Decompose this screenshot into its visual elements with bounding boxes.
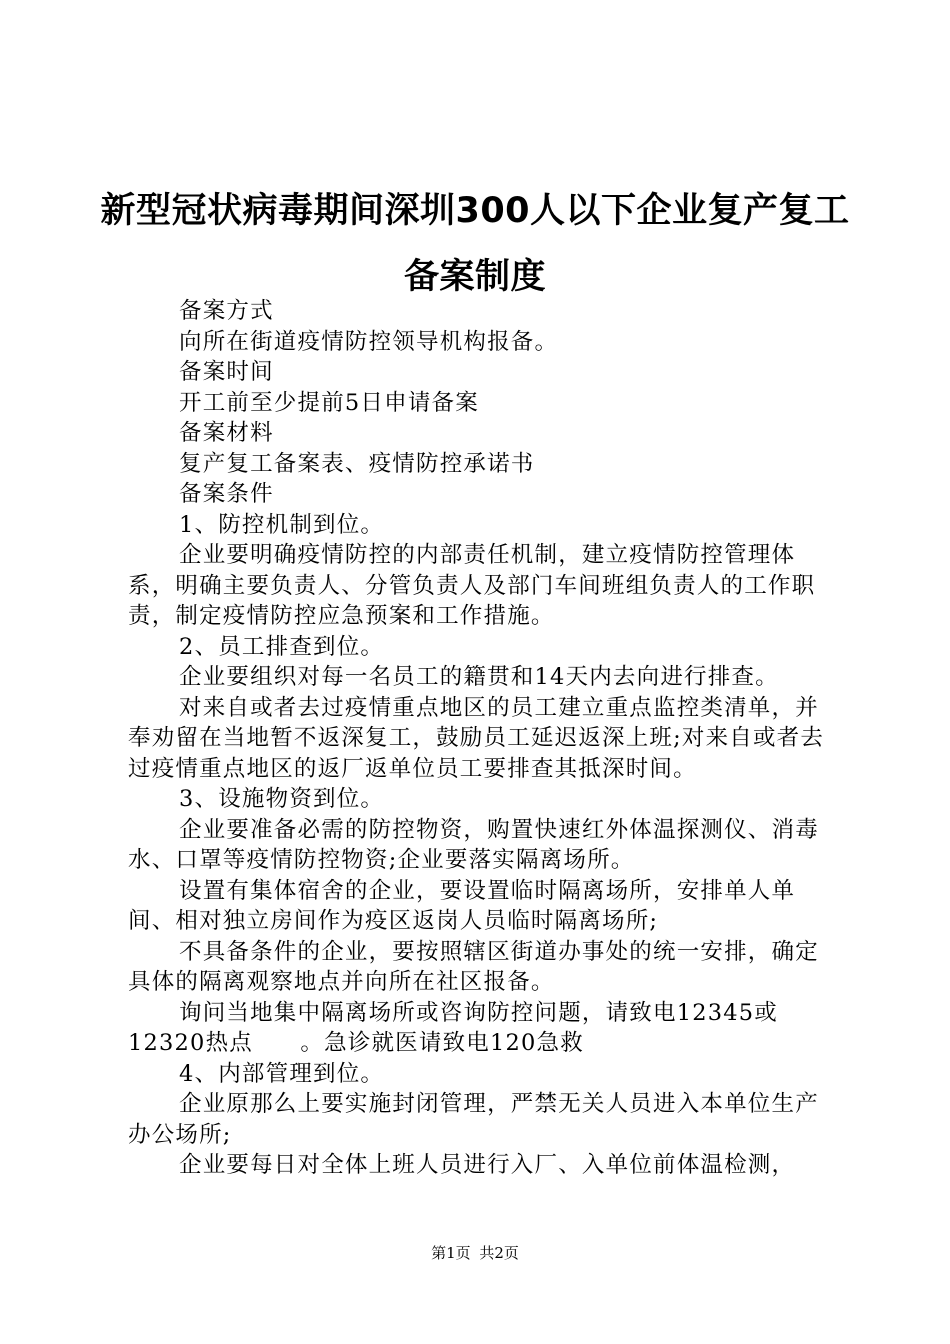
paragraph: 企业原那么上要实施封闭管理，严禁无关人员进入本单位生产办公场所;	[128, 1091, 819, 1148]
paragraph: 复产复工备案表、疫情防控承诺书	[179, 450, 535, 477]
page-footer	[0, 1243, 950, 1263]
document-body	[128, 296, 838, 1181]
paragraph: 备案时间	[179, 359, 274, 385]
paragraph: 向所在街道疫情防控领导机构报备。	[179, 328, 559, 355]
paragraph: 备案材料	[179, 420, 274, 446]
paragraph: 企业要准备必需的防控物资，购置快速红外体温探测仪、消毒水、口罩等疫情防控物资;企业要落实隔离场所。	[128, 816, 819, 873]
paragraph: 询问当地集中隔离场所或咨询防控问题，请致电12345或12320热点 。急诊就医请致电120急救	[128, 999, 778, 1056]
document-title: 新型冠状病毒期间深圳300人以下企业复产复工备案制度	[100, 191, 850, 297]
paragraph: 不具备条件的企业，要按照辖区街道办事处的统一安排，确定具体的隔离观察地点并向所在社区报备。	[128, 938, 819, 995]
paragraph: 备案条件	[179, 481, 274, 507]
paragraph: 2、员工排查到位。	[179, 633, 385, 660]
paragraph: 设置有集体宿舍的企业，要设置临时隔离场所，安排单人单间、相对独立房间作为疫区返岗人员临时隔离场所;	[128, 877, 796, 934]
paragraph: 企业要组织对每一名员工的籍贯和14天内去向进行排查。	[179, 664, 779, 690]
paragraph: 4、内部管理到位。	[179, 1060, 385, 1087]
paragraph: 3、设施物资到位。	[179, 786, 385, 812]
paragraph: 企业要明确疫情防控的内部责任机制，建立疫情防控管理体系，明确主要负责人、分管负责人及部门车间班组负责人的工作职责，制定疫情防控应急预案和工作措施。	[128, 542, 816, 629]
paragraph: 备案方式	[179, 298, 274, 324]
paragraph: 企业要每日对全体上班人员进行入厂、入单位前体温检测，	[179, 1152, 796, 1178]
paragraph: 开工前至少提前5日申请备案	[179, 389, 479, 416]
page-total: 共2页	[479, 1244, 519, 1262]
paragraph: 1、防控机制到位。	[179, 511, 385, 538]
page-number: 第1页	[431, 1244, 471, 1262]
paragraph: 对来自或者去过疫情重点地区的员工建立重点监控类清单，并奉劝留在当地暂不返深复工，鼓励员工延迟返深上班;对来自或者去过疫情重点地区的返厂返单位员工要排查其抵深时间。	[128, 694, 825, 782]
